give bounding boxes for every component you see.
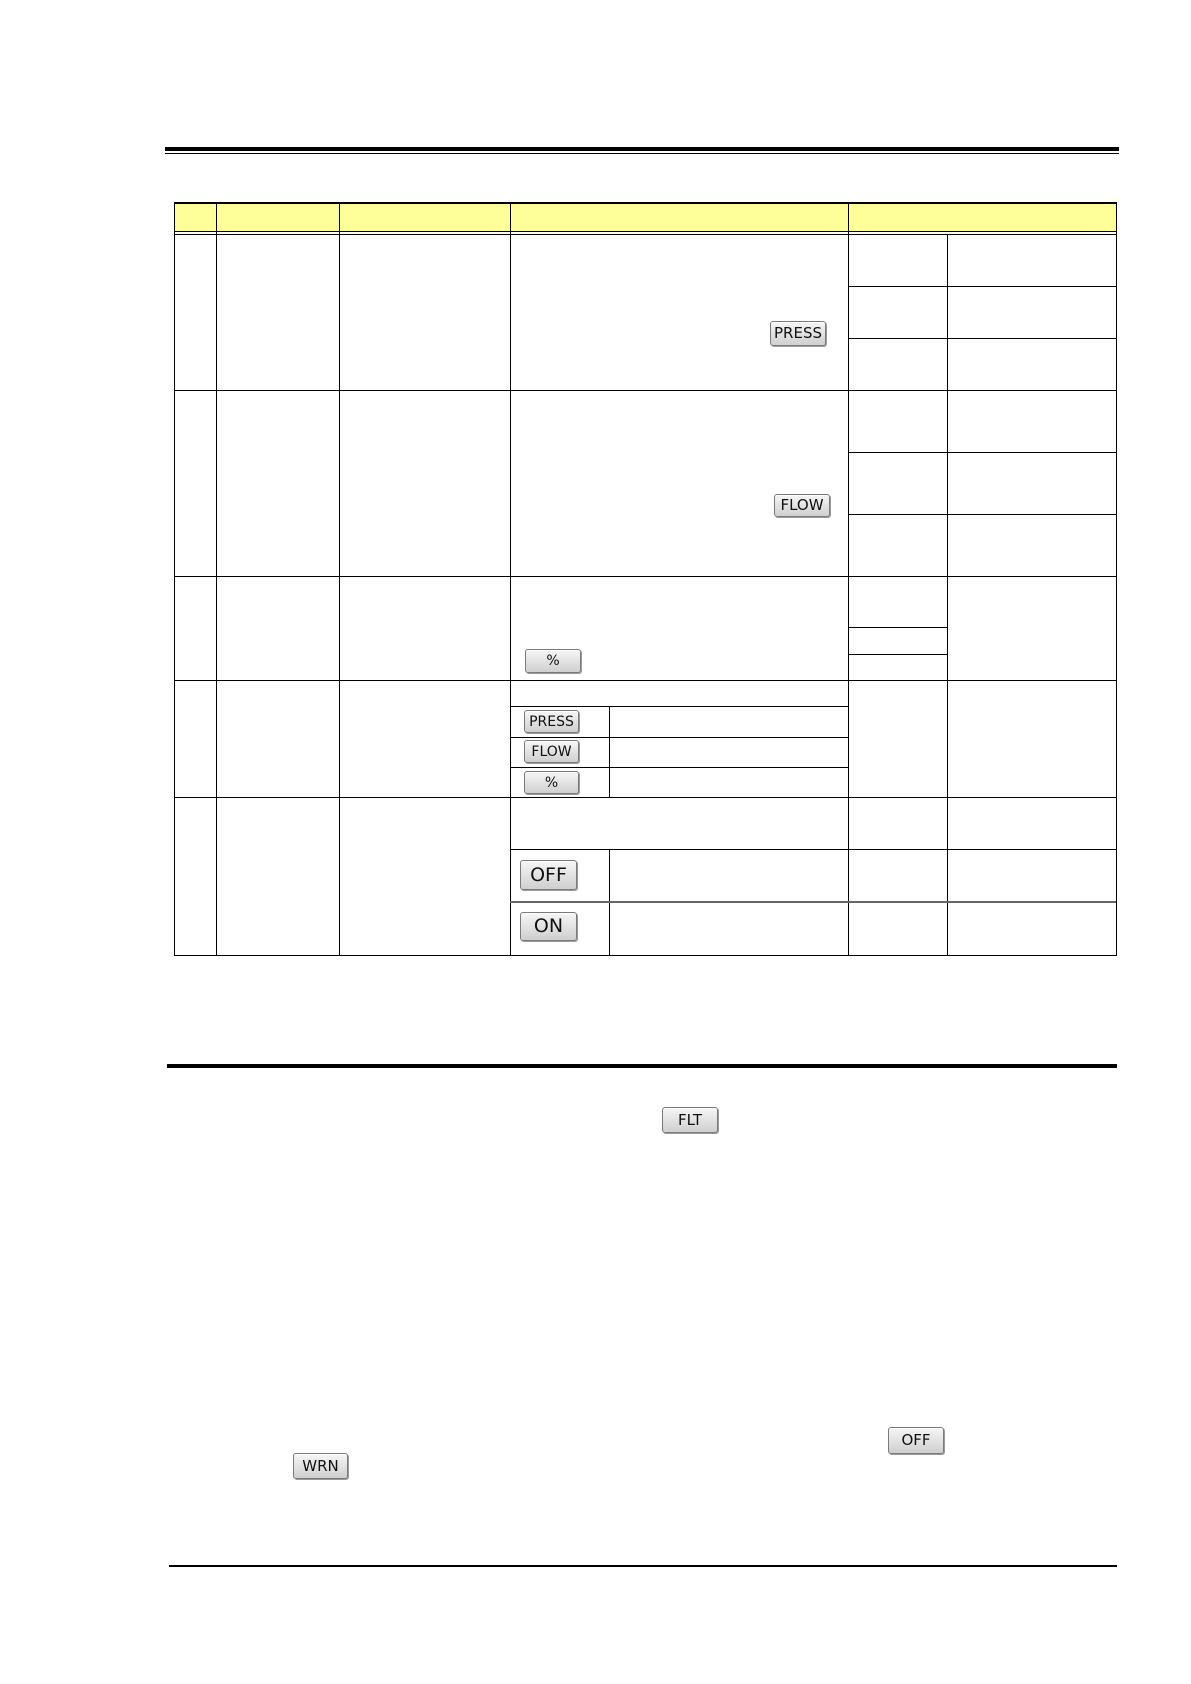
row1-sub-2 [848, 338, 1116, 339]
top-rule-thin [165, 153, 1119, 154]
row-sep-3 [174, 680, 1117, 681]
col-sep-5 [947, 234, 948, 956]
flt-button[interactable]: FLT [662, 1107, 718, 1133]
col-sep-3 [510, 202, 511, 956]
header-bottom-line-2 [174, 234, 1117, 235]
wrn-button[interactable]: WRN [293, 1453, 348, 1479]
row2-sub-1 [848, 452, 1116, 453]
table-header-row [175, 203, 1116, 232]
section-rule [167, 1064, 1117, 1068]
desc-sub-sep-a [609, 706, 610, 797]
press-button-row4[interactable]: PRESS [524, 710, 579, 733]
row-sep-2 [174, 576, 1117, 577]
table-border-left [174, 202, 175, 956]
header-bottom-line [174, 231, 1117, 232]
percent-button-row4[interactable]: % [524, 771, 579, 794]
row-sep-1 [174, 390, 1117, 391]
row5-sub-2 [510, 901, 1116, 903]
col-sep-1 [216, 202, 217, 956]
row-sep-4 [174, 797, 1117, 798]
row2-sub-2 [848, 514, 1116, 515]
row4-sub-3 [510, 767, 848, 768]
row4-sub-1 [510, 706, 848, 707]
flow-button-row4[interactable]: FLOW [524, 740, 579, 763]
press-button[interactable]: PRESS [770, 321, 826, 346]
off-button[interactable]: OFF [520, 860, 577, 890]
row4-sub-2 [510, 737, 848, 738]
row1-sub-1 [848, 286, 1116, 287]
on-button[interactable]: ON [520, 912, 577, 941]
percent-button[interactable]: % [525, 649, 581, 673]
col-sep-2 [339, 202, 340, 956]
table-border-top [174, 202, 1117, 204]
flow-button[interactable]: FLOW [774, 494, 830, 517]
row3-sub-1 [848, 627, 947, 628]
top-rule [165, 147, 1119, 151]
row3-sub-2 [848, 654, 947, 655]
row5-sub-1 [510, 849, 1116, 850]
off-button-body[interactable]: OFF [888, 1427, 944, 1454]
col-sep-4 [848, 202, 849, 956]
table-border-right [1116, 202, 1117, 956]
footer-rule [169, 1565, 1117, 1567]
table-border-bottom [174, 955, 1117, 956]
